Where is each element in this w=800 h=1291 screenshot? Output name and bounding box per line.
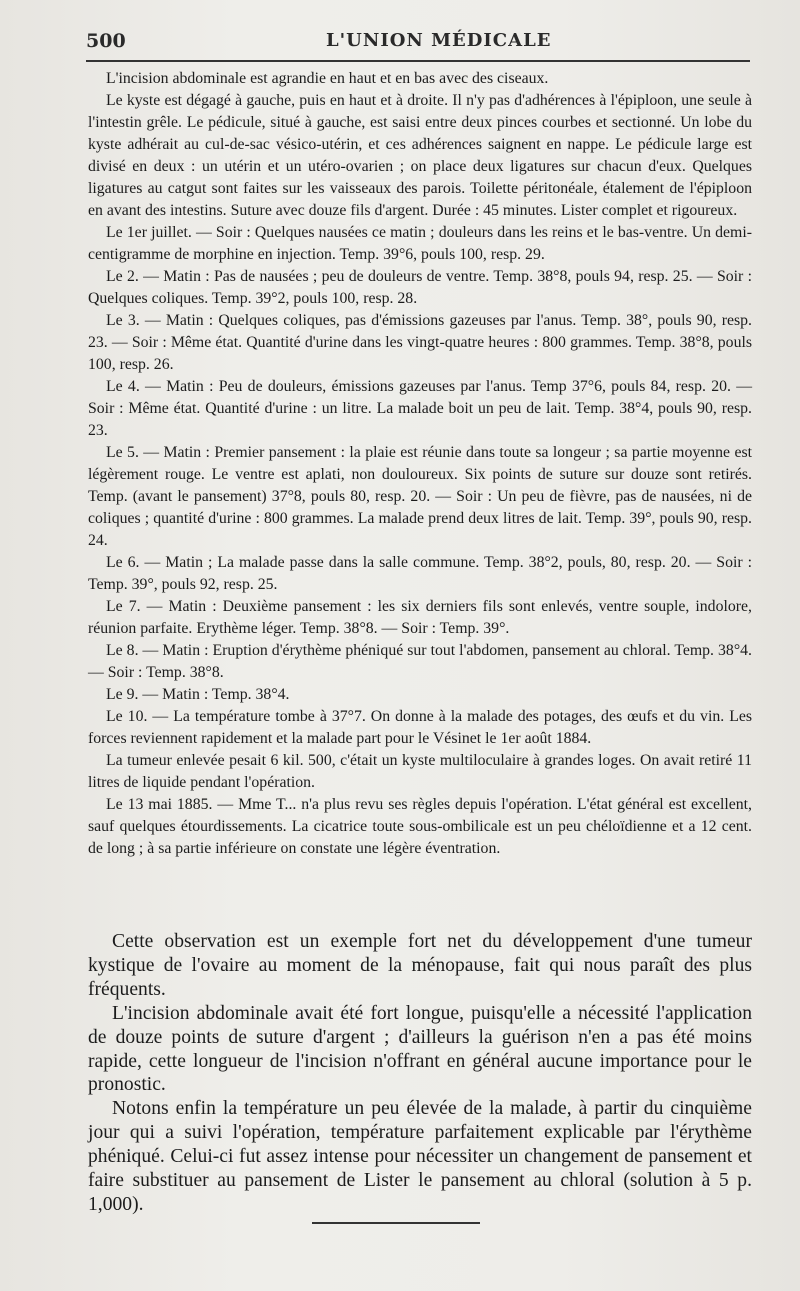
paragraph-incision: L'incision abdominale est agrandie en haut et en bas avec des ciseaux. xyxy=(106,70,549,87)
paragraph-followup: Le 13 mai 1885. — Mme T... n'a plus revu ses règles depuis l'opération. L'état général est excellent, sauf quelques étourdissements. La cicatrice toute sous-ombilicale est un peu chéloïdienne et a 12 cent. de long ; à sa partie inférieure on constate une légère éventration. xyxy=(88,796,752,857)
paragraph-observation: Cette observation est un exemple fort net du développement d'une tumeur kystique de l'ovaire au moment de la ménopause, fait qui nous paraît des plus fréquents. xyxy=(88,931,752,1000)
page-header xyxy=(86,26,750,56)
header-rule xyxy=(86,60,750,62)
paragraph-day-2: Le 2. — Matin : Pas de nausées ; peu de douleurs de ventre. Temp. 38°8, pouls 94, resp. 25. — Soir : Quelques coliques. Temp. 39°2, pouls 100, resp. 28. xyxy=(88,268,752,307)
paragraph-day-1: Le 1er juillet. — Soir : Quelques nausées ce matin ; douleurs dans les reins et le bas-ventre. Un demi-centigramme de morphine en injection. Temp. 39°6, pouls 100, resp. 29. xyxy=(88,224,752,263)
page-number: 500 xyxy=(86,30,126,52)
journal-title: L'UNION MÉDICALE xyxy=(326,30,552,51)
paragraph-day-7: Le 7. — Matin : Deuxième pansement : les six derniers fils sont enlevés, ventre souple, indolore, réunion parfaite. Erythème léger. Temp. 38°8. — Soir : Temp. 39°. xyxy=(88,598,752,637)
paragraph-day-8: Le 8. — Matin : Eruption d'érythème phéniqué sur tout l'abdomen, pansement au chloral. Temp. 38°4. — Soir : Temp. 38°8. xyxy=(88,642,752,681)
paragraph-incision-comment: L'incision abdominale avait été fort longue, puisqu'elle a nécessité l'application de douze points de suture d'argent ; d'ailleurs la guérison n'en a pas été moins rapide, cette longueur de l'incision n'offrant en général aucune importance pour le pronostic. xyxy=(88,1002,752,1096)
paragraph-day-4: Le 4. — Matin : Peu de douleurs, émissions gazeuses par l'anus. Temp 37°6, pouls 84, resp. 20. — Soir : Même état. Quantité d'urine : un litre. La malade boit un peu de lait. Temp. 38°4, pouls 90, resp. 23. xyxy=(88,378,752,439)
paragraph-kyste: Le kyste est dégagé à gauche, puis en haut et à droite. Il n'y pas d'adhérences à l'épiploon, une seule à l'intestin grêle. Le pédicule, situé à gauche, est saisi entre deux pinces courbes et sectionné. Un lobe du kyste adhérait au cul-de-sac vésico-utérin, et ces adhérences saignent en nappe. Le pédicule large est divisé en deux : un utérin et un utéro-ovarien ; on place deux ligatures sur chacun d'eux. Quelques ligatures au catgut sont faites sur les vaisseaux des parois. Toilette péritonéale, étalement de l'épiploon en avant des intestins. Suture avec douze fils d'argent. Durée : 45 minutes. Lister complet et rigoureux. xyxy=(88,92,752,219)
paragraph-day-5: Le 5. — Matin : Premier pansement : la plaie est réunie dans toute sa longeur ; sa partie moyenne est légèrement rouge. Le ventre est aplati, non douloureux. Six points de suture sur douze sont retirés. Temp. (avant le pansement) 37°8, pouls 80, resp. 20. — Soir : Un peu de fièvre, pas de nausées, ni de coliques ; quantité d'urine : 800 grammes. La malade prend deux litres de lait. Temp. 39°, pouls 90, resp. 24. xyxy=(88,444,752,549)
paragraph-tumeur: La tumeur enlevée pesait 6 kil. 500, c'était un kyste multiloculaire à grandes loges. On avait retiré 11 litres de liquide pendant l'opération. xyxy=(88,752,752,791)
paragraph-day-10: Le 10. — La température tombe à 37°7. On donne à la malade des potages, des œufs et du vin. Les forces reviennent rapidement et la malade part pour le Vésinet le 1er août 1884. xyxy=(88,708,752,747)
footer-rule xyxy=(312,1222,480,1224)
paragraph-day-9: Le 9. — Matin : Temp. 38°4. xyxy=(106,686,290,703)
paragraph-temperature: Notons enfin la température un peu élevée de la malade, à partir du cinquième jour qui a suivi l'opération, température parfaitement explicable par l'érythème phéniqué. Celui-ci fut assez intense pour nécessiter un changement de pansement et faire substituer au pansement de Lister le pansement au chloral (solution à 5 p. 1,000). xyxy=(88,1098,752,1215)
paragraph-day-6: Le 6. — Matin ; La malade passe dans la salle commune. Temp. 38°2, pouls, 80, resp. 20. — Soir : Temp. 39°, pouls 92, resp. 25. xyxy=(88,554,752,593)
case-report-section xyxy=(88,68,752,860)
paragraph-day-3: Le 3. — Matin : Quelques coliques, pas d'émissions gazeuses par l'anus. Temp. 38°, pouls 90, resp. 23. — Soir : Même état. Quantité d'urine dans les vingt-quatre heures : 800 grammes. Temp. 38°8, pouls 100, resp. 26. xyxy=(88,312,752,373)
commentary-section xyxy=(88,930,752,1217)
